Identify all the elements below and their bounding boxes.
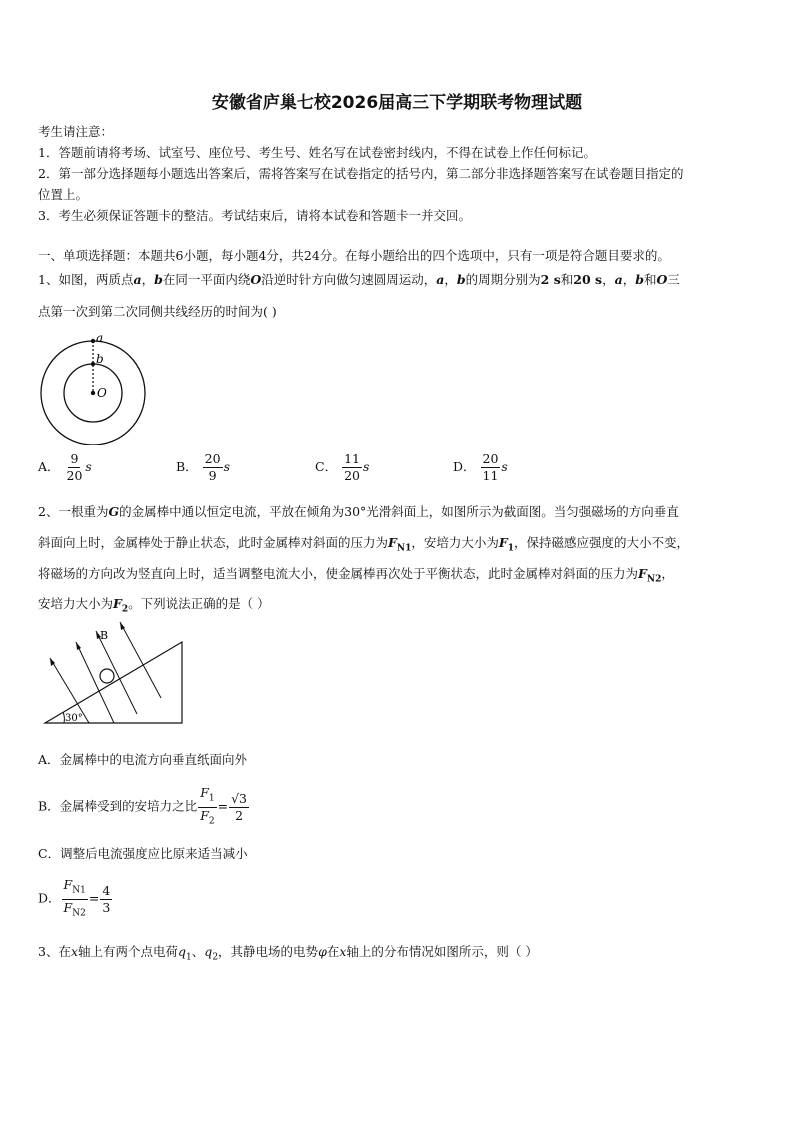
q2-stem-line3 (38, 564, 674, 585)
option-letter: D． (453, 459, 476, 474)
fraction-den: 20 (66, 468, 83, 483)
equals-sign: = (88, 890, 100, 906)
q3-var-q: q (178, 944, 187, 959)
q2-incline-figure (40, 618, 190, 730)
arrow-head (120, 622, 125, 630)
q1-period-a: 2 s (540, 272, 561, 287)
incline-triangle (45, 642, 182, 723)
q3-var-phi: φ (318, 944, 327, 959)
q1-comma: ， (444, 272, 457, 287)
fraction-den: 20 (344, 468, 360, 483)
option-letter: A． (38, 459, 60, 474)
option-fraction (198, 786, 216, 828)
point-b (91, 362, 95, 366)
q1-text: 在同一平面内绕 (162, 272, 251, 287)
q3-var-x: x (339, 944, 347, 959)
q2-option-a[interactable]: A．金属棒中的电流方向垂直纸面向外 (38, 752, 248, 767)
fraction-num: F (63, 877, 73, 892)
option-fraction (65, 452, 85, 483)
q1-text: 三 (667, 272, 680, 287)
q3-text: 3、在 (38, 944, 71, 959)
notice-item-2-cont: 位置上。 (38, 187, 89, 202)
option-text: B．金属棒受到的安培力之比 (38, 798, 198, 814)
q1-circle-figure (38, 333, 158, 445)
q1-var-a: a (614, 272, 623, 287)
q1-option-b[interactable] (176, 452, 230, 483)
field-label-B: B (100, 629, 109, 642)
q2-stem-line2 (38, 533, 689, 554)
option-fraction (342, 452, 362, 483)
section-heading: 一、单项选择题：本题共6小题，每小题4分，共24分。在每小题给出的四个选项中，只有一项是符合题目要求的。 (38, 248, 670, 263)
q3-sub: 1 (186, 952, 192, 963)
point-O (91, 391, 95, 395)
option-unit: s (501, 459, 508, 474)
option-unit: s (85, 459, 92, 474)
q2-var-F: F (638, 566, 647, 581)
q3-var-q: q (204, 944, 213, 959)
option-unit: s (223, 459, 230, 474)
fraction-num: 9 (70, 451, 79, 466)
option-fraction (62, 878, 88, 920)
q1-text: 1、如图，两质点 (38, 272, 134, 287)
fraction-den: F (63, 899, 73, 915)
q3-text: 、 (191, 944, 205, 959)
q2-text: 2、一根重为 (38, 504, 109, 519)
q1-period-b: 20 s (573, 272, 603, 287)
q2-text: ， (661, 566, 674, 581)
fraction-sub: N2 (72, 908, 86, 918)
q2-sub: N1 (396, 543, 412, 554)
q1-var-b: b (635, 272, 644, 287)
fraction-den: 3 (102, 899, 111, 915)
fraction-num: 20 (204, 451, 221, 466)
field-line (120, 622, 161, 698)
notice-heading: 考生请注意： (38, 124, 114, 139)
fraction-sub: N1 (72, 885, 86, 896)
label-b: b (96, 352, 104, 366)
q2-text: 斜面向上时，金属棒处于静止状态，此时金属棒对斜面的压力为 (38, 535, 389, 550)
fraction-num: 11 (344, 451, 360, 466)
option-fraction (229, 792, 249, 823)
q3-text: 轴上有两个点电荷 (78, 944, 179, 959)
q2-sub: 1 (507, 543, 515, 554)
q1-text: 和 (560, 272, 574, 287)
arrow-head (76, 642, 81, 650)
q2-text: ，保持磁感应强度的大小不变， (514, 535, 690, 550)
option-letter: D． (38, 890, 61, 906)
fraction-num: F (200, 785, 209, 800)
notice-item-3: 3．考生必须保证答题卡的整洁。考试结束后，请将本试卷和答题卡一并交回。 (38, 208, 471, 223)
q3-stem (38, 942, 538, 963)
q3-text: ，其静电场的电势 (218, 944, 319, 959)
label-O: O (97, 386, 107, 400)
option-letter: B． (176, 459, 198, 474)
q1-comma: ， (602, 272, 615, 287)
q1-comma: ， (622, 272, 636, 287)
q2-var-G: G (108, 504, 120, 519)
q1-var-O: O (250, 272, 262, 287)
q2-stem-line4 (38, 594, 270, 615)
q2-option-c[interactable]: C．调整后电流强度应比原来适当减小 (38, 846, 248, 861)
q1-comma: ， (141, 272, 155, 287)
label-a: a (96, 333, 104, 345)
q1-option-a[interactable] (38, 452, 92, 483)
q1-stem-line2: 点第一次到第二次同侧共线经历的时间为( ) (38, 304, 277, 319)
q2-text: 将磁场的方向改为竖直向上时，适当调整电流大小，使金属棒再次处于平衡状态，此时金属棒对斜面的压力为 (38, 566, 639, 581)
option-unit: s (362, 459, 370, 474)
q2-text: 。下列说法正确的是（ ） (128, 596, 270, 611)
q1-var-a: a (133, 272, 142, 287)
q1-text: 的周期分别为 (465, 272, 541, 287)
page-title: 安徽省庐巢七校2026届高三下学期联考物理试题 (211, 93, 583, 113)
q1-text: 和 (643, 272, 657, 287)
q1-option-d[interactable] (453, 452, 508, 483)
q2-text: 安培力大小为 (38, 596, 114, 611)
q1-var-a: a (436, 272, 445, 287)
q3-text: 轴上的分布情况如图所示，则（ ） (346, 944, 538, 959)
option-letter: C． (315, 459, 338, 474)
q3-sub: 2 (212, 952, 219, 963)
fraction-den: 9 (208, 468, 217, 483)
fraction-den: 11 (482, 468, 499, 483)
q2-option-d[interactable] (38, 878, 113, 920)
q2-var-F: F (388, 535, 397, 550)
q1-var-b: b (154, 272, 163, 287)
fraction-num: 4 (102, 882, 111, 898)
option-fraction (481, 452, 501, 483)
q1-var-b: b (456, 272, 466, 287)
point-a (91, 339, 95, 343)
fraction-num: √3 (231, 790, 248, 806)
q1-option-c[interactable] (315, 452, 369, 483)
fraction-sub: 1 (208, 793, 215, 804)
q2-sub: N2 (646, 574, 662, 585)
option-fraction (100, 884, 112, 915)
q1-var-O: O (656, 272, 668, 287)
fraction-num: 20 (482, 451, 499, 466)
equals-sign: = (217, 798, 229, 814)
q2-text: 的金属棒中通以恒定电流，平放在倾角为30°光滑斜面上，如图所示为截面图。当匀强磁场的方向垂直 (119, 504, 679, 519)
field-arrows (50, 622, 125, 666)
q2-option-b[interactable] (38, 786, 250, 828)
q2-var-F: F (113, 596, 122, 611)
option-fraction (203, 452, 223, 483)
q2-sub: 2 (121, 604, 129, 615)
q3-text: 在 (326, 944, 340, 959)
notice-item-1: 1．答题前请将考场、试室号、座位号、考生号、姓名写在试卷密封线内，不得在试卷上作任何标记。 (38, 145, 596, 160)
q2-stem-line1 (38, 502, 679, 520)
q3-var-x: x (70, 944, 79, 959)
notice-item-2: 2．第一部分选择题每小题选出答案后，需将答案写在试卷指定的括号内，第二部分非选择题答案写在试卷题目指定的 (38, 166, 684, 181)
q1-stem-line1 (38, 270, 680, 288)
q1-text: 沿逆时针方向做匀速圆周运动， (261, 272, 437, 287)
q2-text: ，安培力大小为 (411, 535, 499, 550)
q2-var-F: F (498, 535, 508, 550)
fraction-den: F (200, 807, 209, 823)
fraction-den: 2 (235, 807, 244, 823)
fraction-sub: 2 (208, 816, 215, 826)
angle-label: 30° (65, 713, 83, 724)
metal-rod (100, 669, 114, 683)
